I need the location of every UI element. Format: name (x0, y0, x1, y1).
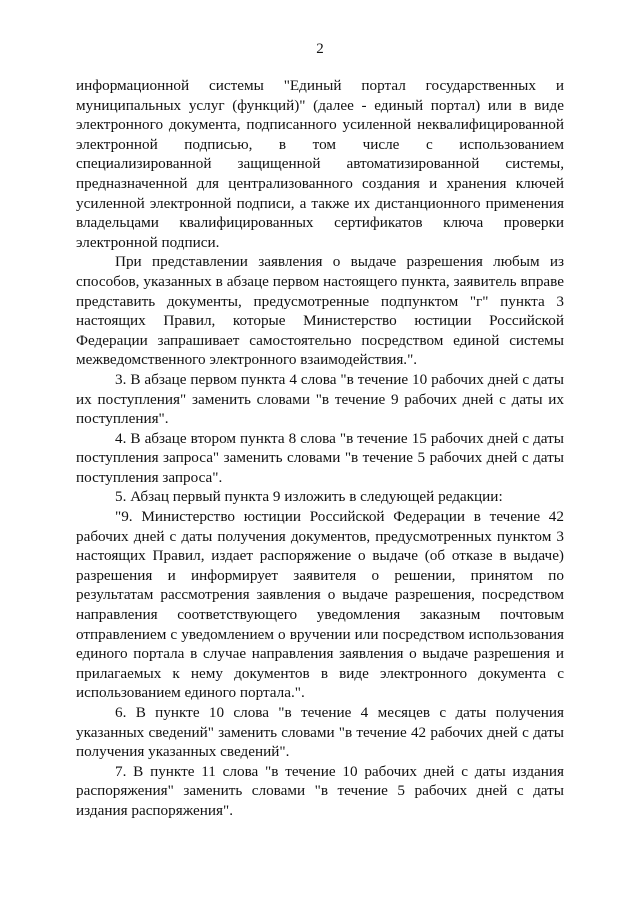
paragraph-continuation: информационной системы "Единый портал государственных и муниципальных услуг (функций)" (далее - единый портал) или в виде электронного документа, подписанного усиленной неквалифицированной электронной подписью, в том числе с использованием специализированной защищенной автоматизированной системы, предназначенной для централизованного создания и хранения ключей усиленной электронной подписи, а также их дистанционного применения владельцами квалифицированных сертификатов ключа проверки электронной подписи. (76, 77, 564, 251)
document-body (76, 76, 564, 821)
paragraph-item-6: 6. В пункте 10 слова "в течение 4 месяцев с даты получения указанных сведений" заменить словами "в течение 42 рабочих дней с даты получения указанных сведений". (76, 704, 564, 761)
paragraph-item-7: 7. В пункте 11 слова "в течение 10 рабочих дней с даты издания распоряжения" заменить словами "в течение 5 рабочих дней с даты издания распоряжения". (76, 762, 564, 819)
page-number: 2 (316, 41, 324, 57)
paragraph-item-4: 4. В абзаце втором пункта 8 слова "в течение 15 рабочих дней с даты поступления запроса" заменить словами "в течение 5 рабочих дней с даты поступления запроса". (76, 429, 564, 486)
paragraph-item-3: 3. В абзаце первом пункта 4 слова "в течение 10 рабочих дней с даты их поступления" заменить словами "в течение 9 рабочих дней с даты их поступления". (76, 370, 564, 428)
paragraph-item-9-text: "9. Министерство юстиции Российской Федерации в течение 42 рабочих дней с даты получения документов, предусмотренных пунктом 3 настоящих Правил, издает распоряжение о выдаче (об отказе в выдаче) разрешения и информирует заявителя о решении, принятом по результатам рассмотрения заявления о выдаче разрешения, посредством направления соответствующего уведомления заказным почтовым отправлением с уведомлением о вручении или посредством использования единого портала в случае направления заявления о выдаче разрешения и прилагаемых к нему документов в виде электронного документа с использованием единого портала.". (76, 508, 564, 702)
paragraph-documents-request: При представлении заявления о выдаче разрешения любым из способов, указанных в абзаце первом настоящего пункта, заявитель вправе представить документы, предусмотренные подпунктом "г" пункта 3 настоящих Правил, которые Министерство юстиции Российской Федерации запрашивает самостоятельно посредством единой системы межведомственного электронного взаимодействия.". (76, 253, 564, 369)
paragraph-item-5: 5. Абзац первый пункта 9 изложить в следующей редакции: (115, 488, 503, 506)
